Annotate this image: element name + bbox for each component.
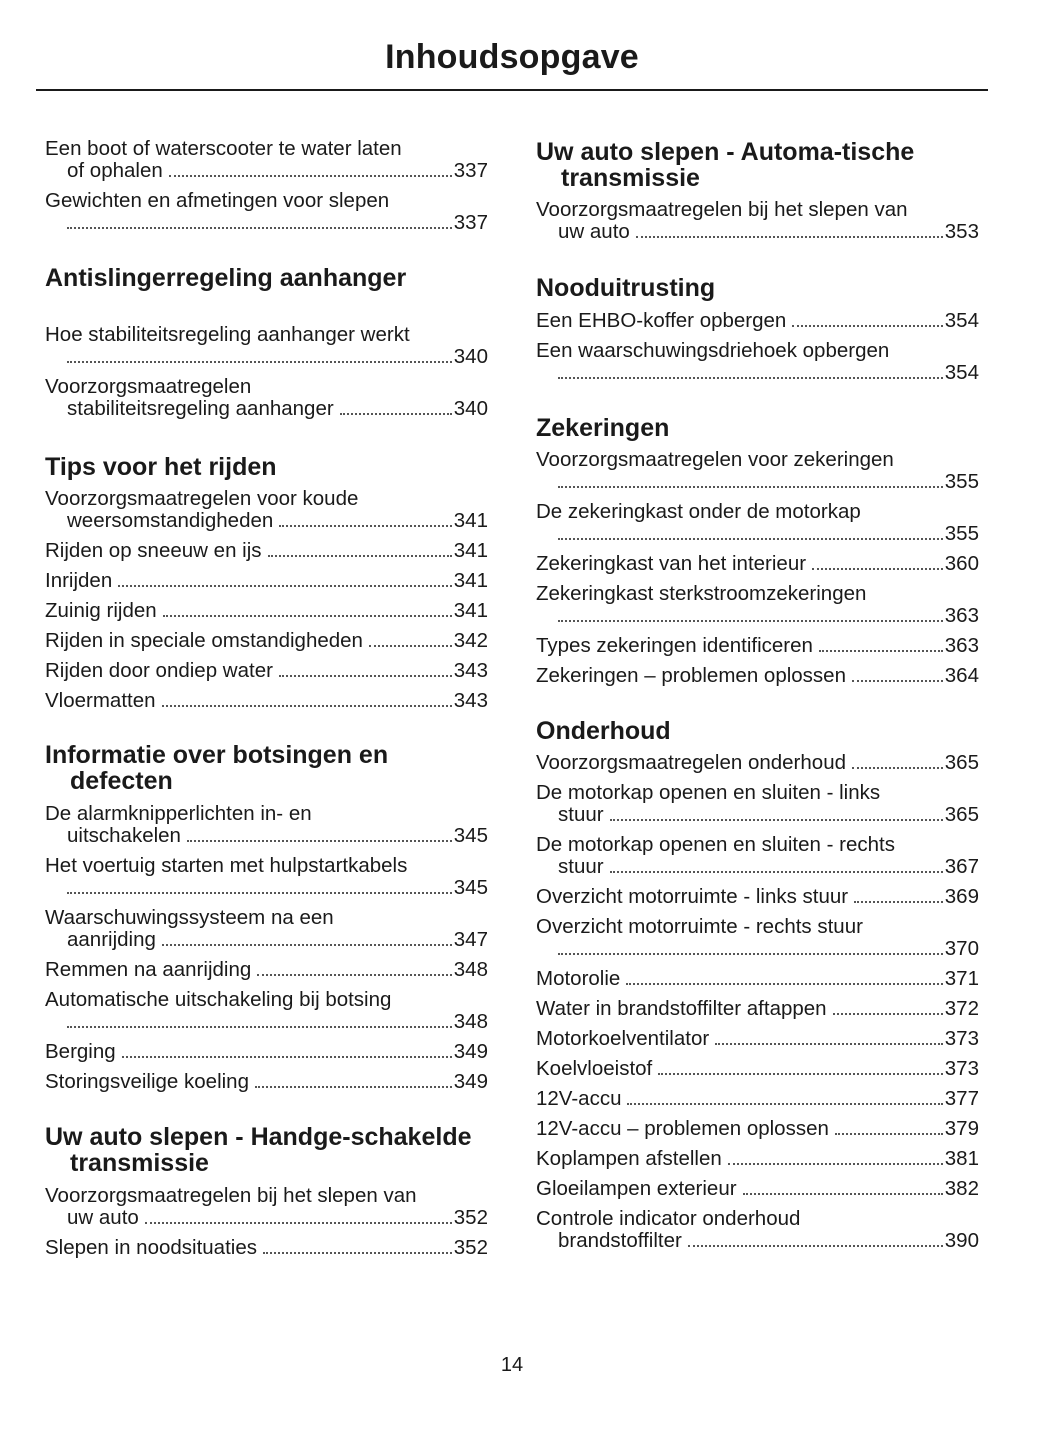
entry-title: Zekeringen – problemen oplossen (536, 664, 846, 687)
entry-title: Zuinig rijden (45, 599, 157, 622)
dot-leader (743, 1193, 943, 1195)
entry-title: Gewichten en afmetingen voor slepen (45, 189, 390, 212)
entry-page-number: 373 (944, 1027, 979, 1050)
entry-page-number: 345 (453, 876, 488, 899)
dot-leader (610, 871, 943, 873)
dot-leader (67, 227, 452, 229)
entry-page-number: 371 (944, 967, 979, 990)
entry-continuation (536, 938, 979, 960)
dot-leader (257, 974, 452, 976)
entry-title: Rijden in speciale omstandigheden (45, 629, 363, 652)
entry-page-number: 349 (453, 1040, 488, 1063)
entry-continuation (536, 856, 979, 878)
entry-title-continued: weersomstandigheden (67, 509, 274, 532)
entry-title: De motorkap openen en sluiten - links (536, 781, 881, 804)
toc-entry[interactable] (536, 501, 979, 545)
dot-leader (263, 1252, 452, 1254)
entry-title-continued: uw auto (67, 1206, 139, 1229)
entry-page-number: 367 (944, 855, 979, 878)
dot-leader (610, 819, 943, 821)
entry-continuation (45, 212, 488, 234)
entry-page-number: 364 (944, 664, 979, 687)
entry-title: Een waarschuwingsdriehoek opbergen (536, 339, 890, 362)
dot-leader (835, 1133, 943, 1135)
dot-leader (558, 620, 943, 622)
dot-leader (558, 953, 943, 955)
dot-leader (67, 361, 452, 363)
toc-entry[interactable] (45, 959, 488, 981)
title-divider (36, 89, 988, 91)
entry-page-number: 360 (944, 552, 979, 575)
entry-title: Automatische uitschakeling bij botsing (45, 988, 392, 1011)
entry-page-number: 355 (944, 522, 979, 545)
entry-continuation (536, 471, 979, 493)
dot-leader (626, 983, 942, 985)
entry-title-continued: of ophalen (67, 159, 163, 182)
section-heading: Nooduitrusting (536, 274, 716, 302)
dot-leader (854, 901, 943, 903)
entry-page-number: 354 (944, 309, 979, 332)
entry-page-number: 343 (453, 659, 488, 682)
section-heading: Uw auto slepen - Handge-schakelde transmissie (45, 1123, 472, 1177)
toc-entry[interactable] (536, 665, 979, 687)
section-maintenance (536, 718, 979, 1260)
toc-entry[interactable] (536, 782, 979, 826)
entry-title: De motorkap openen en sluiten - rechts (536, 833, 895, 856)
entry-title: De zekeringkast onder de motorkap (536, 500, 861, 523)
section-fuses (536, 415, 979, 695)
toc-entry[interactable] (536, 340, 979, 384)
entry-title: Controle indicator onderhoud (536, 1207, 801, 1230)
entry-title: Voorzorgsmaatregelen (45, 375, 252, 398)
dot-leader (715, 1043, 943, 1045)
dot-leader (118, 585, 452, 587)
entry-page-number: 352 (453, 1206, 488, 1229)
dot-leader (162, 944, 452, 946)
entry-page-number: 390 (944, 1229, 979, 1252)
entry-page-number: 369 (944, 885, 979, 908)
entry-title: Overzicht motorruimte - rechts stuur (536, 915, 863, 938)
entry-continuation (45, 346, 488, 368)
entry-continuation (45, 510, 488, 532)
toc-entry[interactable] (536, 1028, 979, 1050)
toc-entry[interactable] (45, 540, 488, 562)
entry-page-number: 345 (453, 824, 488, 847)
entry-title: Motorkoelventilator (536, 1027, 710, 1050)
toc-entry[interactable] (536, 199, 979, 243)
dot-leader (268, 555, 452, 557)
dot-leader (67, 1026, 452, 1028)
toc-entry[interactable] (45, 660, 488, 682)
toc-entry[interactable] (536, 752, 979, 774)
toc-entry[interactable] (45, 376, 488, 420)
entry-page-number: 365 (944, 803, 979, 826)
toc-entry[interactable] (536, 968, 979, 990)
entry-page-number: 340 (453, 397, 488, 420)
entry-title: Koelvloeistof (536, 1057, 653, 1080)
dot-leader (279, 675, 452, 677)
entry-page-number: 382 (944, 1177, 979, 1200)
entry-page-number: 372 (944, 997, 979, 1020)
entry-title: Vloermatten (45, 689, 156, 712)
entry-title: Voorzorgsmaatregelen onderhoud (536, 751, 846, 774)
dot-leader (688, 1245, 943, 1247)
entry-title: Voorzorgsmaatregelen voor koude (45, 487, 359, 510)
toc-entry[interactable] (536, 998, 979, 1020)
entry-title: Slepen in noodsituaties (45, 1236, 257, 1259)
entry-title: Motorolie (536, 967, 621, 990)
dot-leader (558, 486, 943, 488)
entry-page-number: 363 (944, 604, 979, 627)
entry-page-number: 377 (944, 1087, 979, 1110)
dot-leader (852, 680, 943, 682)
toc-entry[interactable] (45, 488, 488, 532)
toc-entry[interactable] (536, 1118, 979, 1140)
entry-page-number: 363 (944, 634, 979, 657)
entry-page-number: 354 (944, 361, 979, 384)
toc-entry[interactable] (45, 570, 488, 592)
section-heading: Informatie over botsingen en defecten (45, 741, 389, 795)
toc-entry[interactable] (45, 630, 488, 652)
entry-title: Storingsveilige koeling (45, 1070, 249, 1093)
dot-leader (558, 538, 943, 540)
toc-entry[interactable] (45, 190, 488, 234)
dot-leader (279, 525, 452, 527)
dot-leader (819, 650, 943, 652)
page-number: 14 (500, 1354, 524, 1376)
entry-title: Zekeringkast van het interieur (536, 552, 807, 575)
entry-continuation (536, 1230, 979, 1252)
entry-page-number: 341 (453, 569, 488, 592)
toc-entry[interactable] (536, 1178, 979, 1200)
toc-entry[interactable] (536, 553, 979, 575)
entry-page-number: 379 (944, 1117, 979, 1140)
entry-continuation (45, 160, 488, 182)
toc-entry[interactable] (536, 916, 979, 960)
entry-continuation (536, 804, 979, 826)
toc-entry[interactable] (45, 690, 488, 712)
page-title: Inhoudsopgave (385, 38, 639, 76)
entry-title-continued: stuur (558, 855, 604, 878)
entry-title: Rijden op sneeuw en ijs (45, 539, 262, 562)
entry-page-number: 343 (453, 689, 488, 712)
entry-title: Water in brandstoffilter aftappen (536, 997, 827, 1020)
entry-continuation (536, 523, 979, 545)
section-heading: Tips voor het rijden (45, 453, 277, 481)
entry-title: Remmen na aanrijding (45, 958, 252, 981)
section-towing-manual (45, 1124, 488, 1267)
toc-entry[interactable] (536, 1058, 979, 1080)
toc-entry[interactable] (536, 1208, 979, 1252)
entry-title: Gloeilampen exterieur (536, 1177, 737, 1200)
toc-entry[interactable] (45, 855, 488, 899)
entry-page-number: 337 (453, 211, 488, 234)
dot-leader (833, 1013, 943, 1015)
entry-page-number: 365 (944, 751, 979, 774)
toc-entry[interactable] (536, 635, 979, 657)
entry-title: Berging (45, 1040, 116, 1063)
dot-leader (145, 1222, 452, 1224)
entry-title: Een EHBO-koffer opbergen (536, 309, 787, 332)
entry-continuation (536, 605, 979, 627)
dot-leader (340, 413, 452, 415)
entry-title: Types zekeringen identificeren (536, 634, 813, 657)
dot-leader (792, 325, 942, 327)
section-trailer-sway (45, 265, 488, 428)
toc-entry[interactable] (45, 324, 488, 368)
toc-entry[interactable] (45, 1185, 488, 1229)
entry-title: Koplampen afstellen (536, 1147, 722, 1170)
entry-title: Voorzorgsmaatregelen bij het slepen van (45, 1184, 417, 1207)
toc-entry[interactable] (45, 1237, 488, 1259)
entry-page-number: 348 (453, 958, 488, 981)
toc-entry[interactable] (536, 583, 979, 627)
entry-page-number: 337 (453, 159, 488, 182)
entry-title: Voorzorgsmaatregelen voor zekeringen (536, 448, 894, 471)
entry-continuation (45, 877, 488, 899)
dot-leader (162, 705, 452, 707)
entry-page-number: 352 (453, 1236, 488, 1259)
entry-continuation (45, 1207, 488, 1229)
entry-page-number: 342 (453, 629, 488, 652)
toc-entry[interactable] (536, 886, 979, 908)
entry-page-number: 340 (453, 345, 488, 368)
entry-page-number: 341 (453, 539, 488, 562)
entry-title: Rijden door ondiep water (45, 659, 273, 682)
entry-title: Zekeringkast sterkstroomzekeringen (536, 582, 867, 605)
entry-title-continued: uitschakelen (67, 824, 181, 847)
toc-entry[interactable] (536, 1148, 979, 1170)
toc-entry[interactable] (536, 449, 979, 493)
toc-entry[interactable] (45, 907, 488, 951)
entry-continuation (536, 362, 979, 384)
entry-page-number: 341 (453, 599, 488, 622)
dot-leader (627, 1103, 942, 1105)
entry-page-number: 347 (453, 928, 488, 951)
section-emergency-equipment (536, 275, 979, 392)
dot-leader (67, 892, 452, 894)
entry-page-number: 373 (944, 1057, 979, 1080)
toc-entry[interactable] (536, 834, 979, 878)
dot-leader (558, 377, 943, 379)
entry-page-number: 349 (453, 1070, 488, 1093)
entry-page-number: 381 (944, 1147, 979, 1170)
entry-continuation (45, 825, 488, 847)
entry-continuation (45, 929, 488, 951)
dot-leader (255, 1086, 452, 1088)
entry-title: Inrijden (45, 569, 113, 592)
entry-page-number: 348 (453, 1010, 488, 1033)
toc-entry[interactable] (45, 803, 488, 847)
dot-leader (852, 767, 943, 769)
dot-leader (169, 175, 452, 177)
section-driving-tips (45, 454, 488, 720)
entry-title-continued: stuur (558, 803, 604, 826)
entry-title: 12V-accu – problemen oplossen (536, 1117, 829, 1140)
toc-entry[interactable] (536, 310, 979, 332)
entry-title: De alarmknipperlichten in- en (45, 802, 312, 825)
entry-title-continued: uw auto (558, 220, 630, 243)
dot-leader (187, 840, 452, 842)
dot-leader (812, 568, 943, 570)
entry-continuation (536, 221, 979, 243)
section-collisions-breakdowns (45, 742, 488, 1101)
section-towing-automatic (536, 139, 979, 251)
entry-title: Hoe stabiliteitsregeling aanhanger werkt (45, 323, 410, 346)
dot-leader (369, 645, 452, 647)
entry-title: Een boot of waterscooter te water laten (45, 137, 402, 160)
section-heading: Uw auto slepen - Automa-tische transmissie (536, 138, 915, 192)
section-heading: Antislingerregeling aanhanger (45, 264, 407, 292)
section-heading: Onderhoud (536, 717, 671, 745)
entry-title: Overzicht motorruimte - links stuur (536, 885, 849, 908)
entry-title: Waarschuwingssysteem na een (45, 906, 334, 929)
dot-leader (122, 1056, 452, 1058)
toc-entry[interactable] (45, 1041, 488, 1063)
entry-title-continued: aanrijding (67, 928, 156, 951)
toc-entry[interactable] (45, 989, 488, 1033)
toc-entry[interactable] (536, 1088, 979, 1110)
entry-title: Voorzorgsmaatregelen bij het slepen van (536, 198, 908, 221)
dot-leader (636, 236, 943, 238)
entry-title-continued: brandstoffilter (558, 1229, 682, 1252)
entry-page-number: 355 (944, 470, 979, 493)
entry-page-number: 353 (944, 220, 979, 243)
dot-leader (658, 1073, 943, 1075)
dot-leader (728, 1163, 943, 1165)
entry-page-number: 370 (944, 937, 979, 960)
entry-title: 12V-accu (536, 1087, 622, 1110)
toc-entry[interactable] (45, 1071, 488, 1093)
entry-title: Het voertuig starten met hulpstartkabels (45, 854, 408, 877)
entry-title-continued: stabiliteitsregeling aanhanger (67, 397, 334, 420)
dot-leader (163, 615, 452, 617)
entry-continuation (45, 398, 488, 420)
section-towing-watercraft (45, 138, 488, 242)
toc-entry[interactable] (45, 600, 488, 622)
section-heading: Zekeringen (536, 414, 670, 442)
entry-continuation (45, 1011, 488, 1033)
toc-entry[interactable] (45, 138, 488, 182)
entry-page-number: 341 (453, 509, 488, 532)
